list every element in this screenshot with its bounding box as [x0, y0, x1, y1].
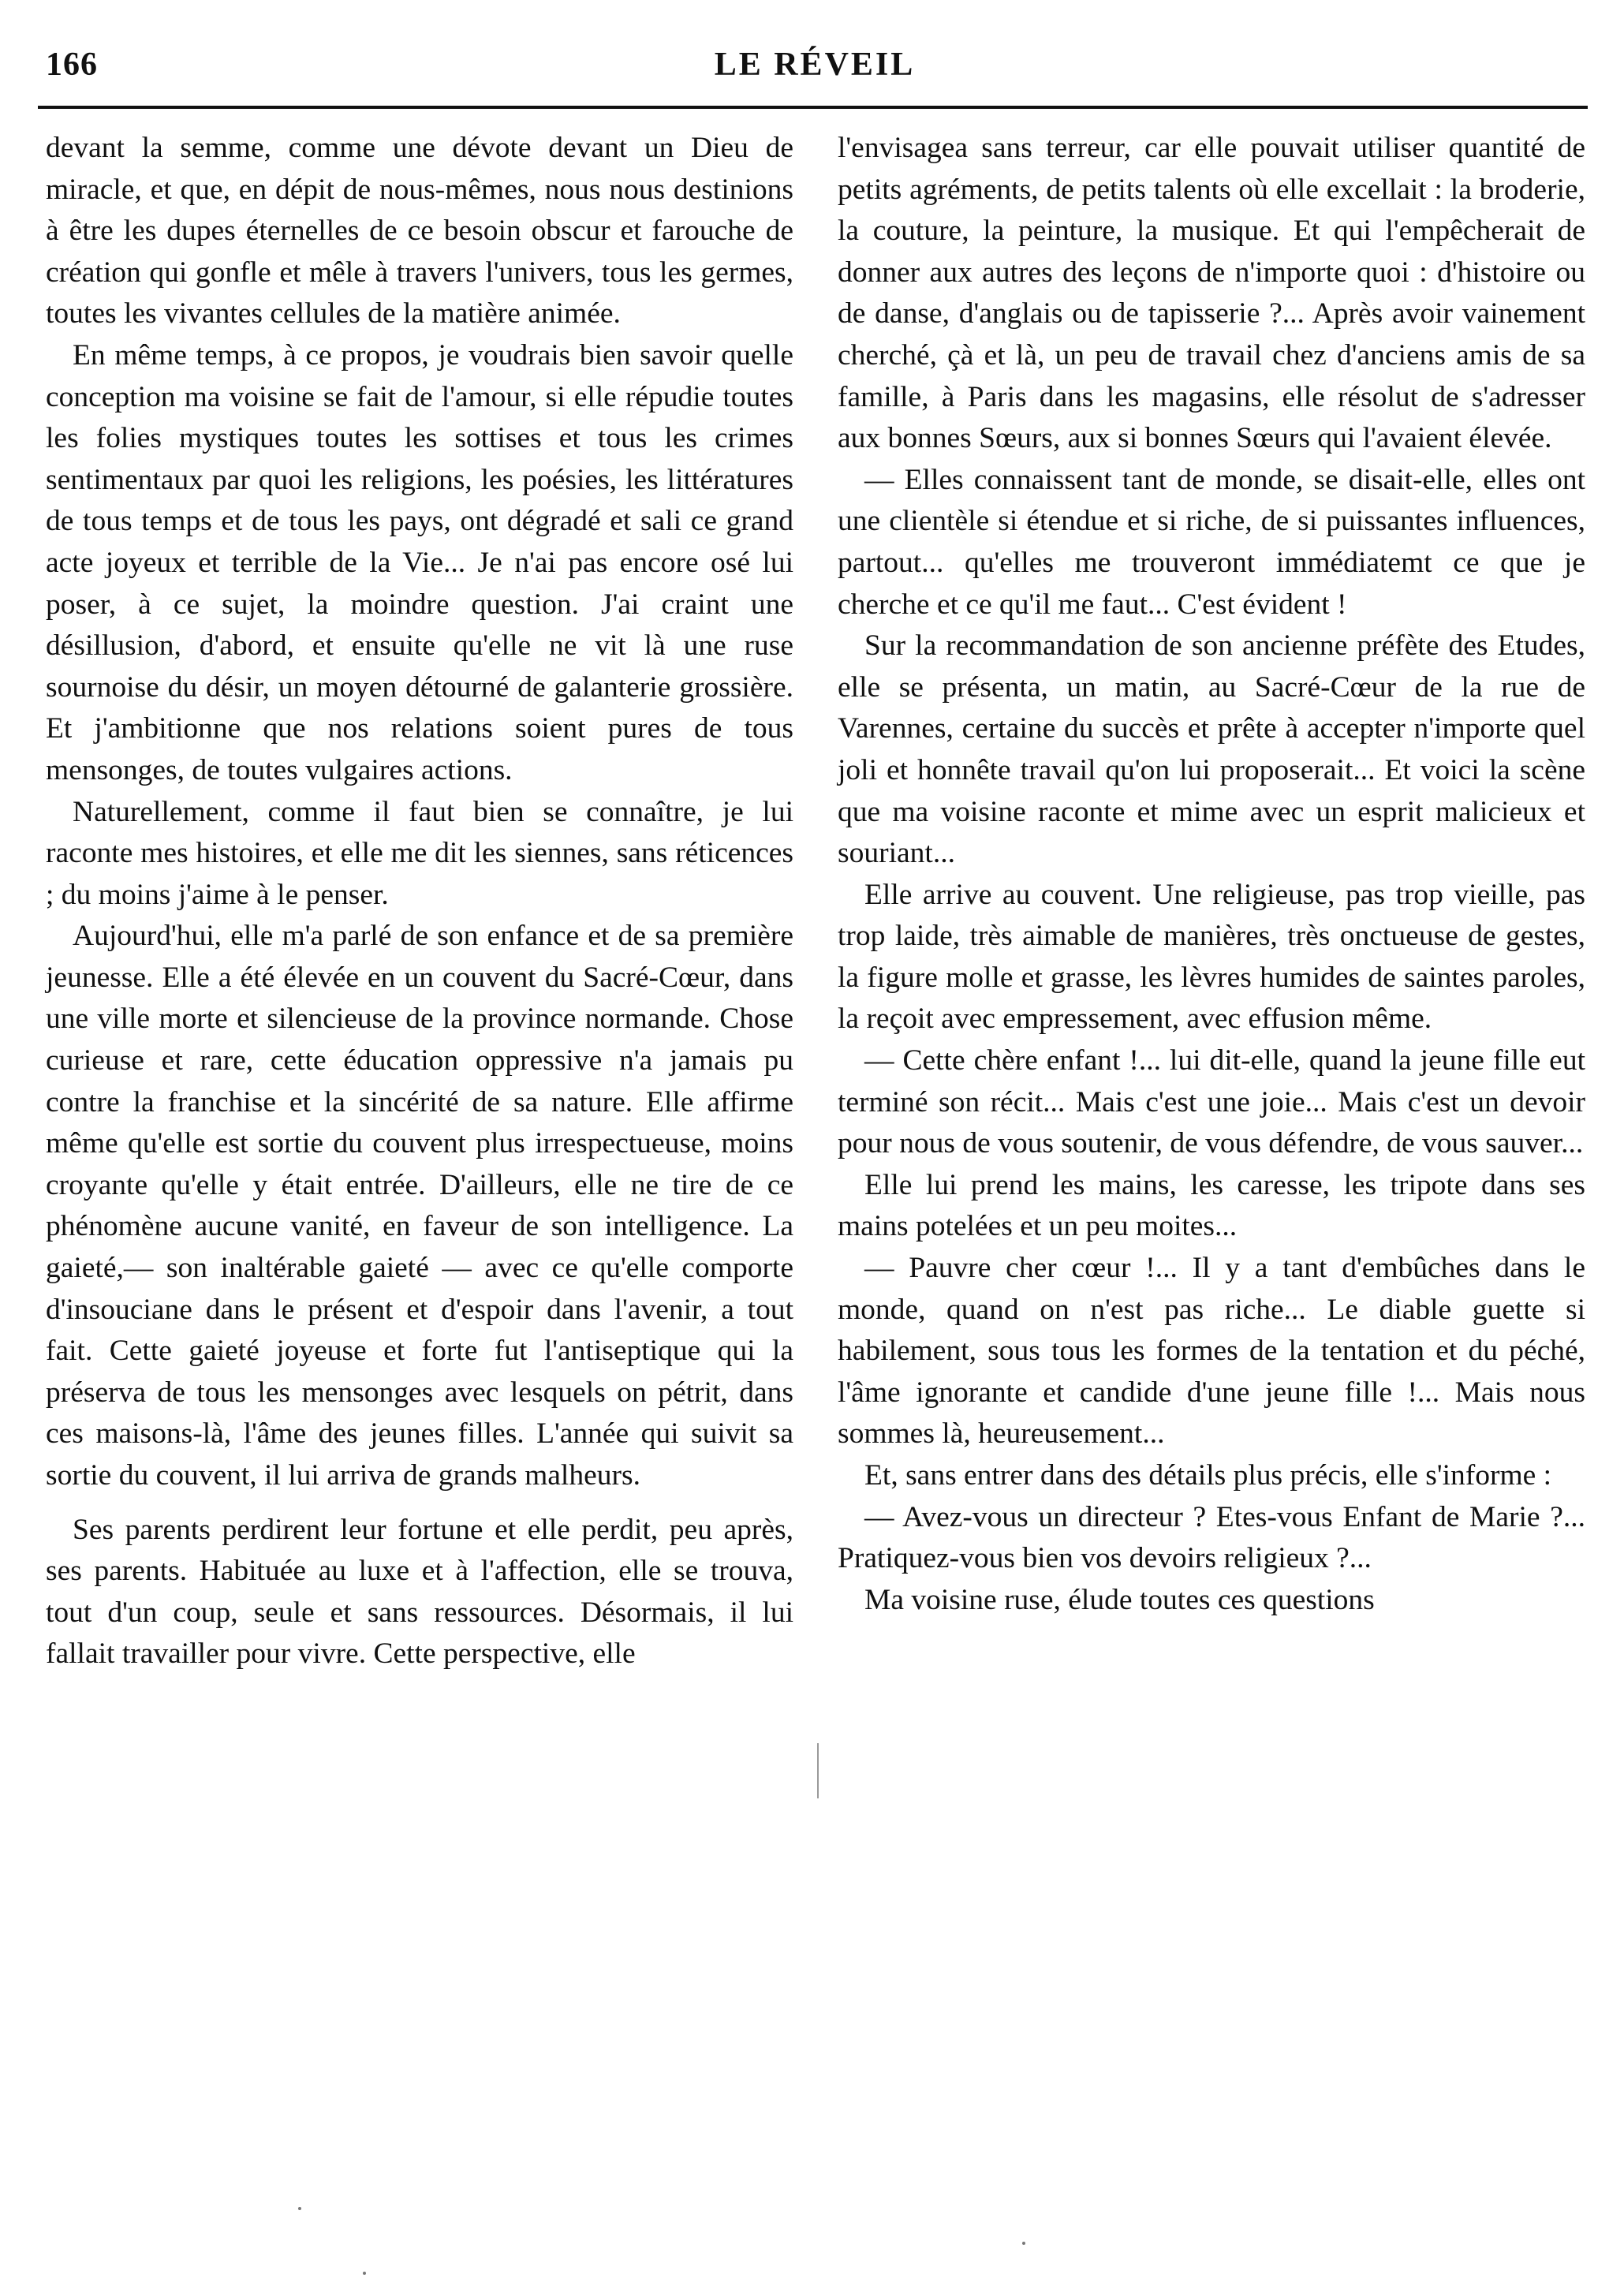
- left-column-paragraph: Naturellement, comme il faut bien se connaître, je lui raconte mes histoires, et elle me dit les siennes, sans réticences ; du moins j'aime à le penser.: [46, 795, 793, 911]
- speck-mark: [1022, 2242, 1025, 2245]
- left-column-paragraph: devant la semme, comme une dévote devant un Dieu de miracle, et que, en dépit de nous-mêmes, nous nous destinions à être les dupes éternelles de ce besoin obscur et farouche de création qui gonfle et mêle à travers l'univers, tous les germes, toutes les vivantes cellules de la matière animée.: [46, 132, 793, 330]
- speck-mark: [363, 2272, 366, 2275]
- page-number: 166: [46, 47, 98, 83]
- left-column-paragraph: Ses parents perdirent leur fortune et elle perdit, peu après, ses parents. Habituée au luxe et à l'affection, elle se trouva, tout d'un coup, seule et sans ressources. Désormais, il lui fallait travailler pour vivre. Cette perspective, elle: [46, 1513, 793, 1671]
- speck-mark: [298, 2207, 301, 2210]
- right-column-paragraph: Et, sans entrer dans des détails plus précis, elle s'informe :: [864, 1459, 1552, 1492]
- right-column-paragraph: Elle lui prend les mains, les caresse, les tripote dans ses mains potelées et un peu moites...: [838, 1168, 1585, 1243]
- left-column-paragraph: Aujourd'hui, elle m'a parlé de son enfance et de sa première jeunesse. Elle a été élevée en un couvent du Sacré-Cœur, dans une ville morte et silencieuse de la province normande. Chose curieuse et rare, cette éducation oppressive n'a jamais pu contre la franchise et la sincérité de sa nature. Elle affirme même qu'elle est sortie du couvent plus irrespectueuse, moins croyante qu'elle y était entrée. D'ailleurs, elle ne tire de ce phénomène aucune vanité, en faveur de son intelligence. La gaieté,— son inaltérable gaieté — avec ce qu'elle comporte d'insouciane dans le présent et d'espoir dans l'avenir, a tout fait. Cette gaieté joyeuse et forte fut l'antiseptique qui la préserva de tous les mensonges avec lesquels on pétrit, dans ces maisons-là, l'âme des jeunes filles. L'année qui suivit sa sortie du couvent, il lui arriva de grands malheurs.: [46, 920, 793, 1492]
- right-column-paragraph: — Cette chère enfant !... lui dit-elle, quand la jeune fille eut terminé son récit... Mais c'est une joie... Mais c'est un devoir pour nous de vous soutenir, de vous défendre, de vous sauver...: [838, 1044, 1585, 1160]
- page-header: [46, 46, 1584, 93]
- right-column-paragraph: Ma voisine ruse, élude toutes ces questions: [864, 1583, 1375, 1616]
- right-column: [838, 128, 1585, 1621]
- left-column-paragraph: En même temps, à ce propos, je voudrais bien savoir quelle conception ma voisine se fait de l'amour, si elle répudie toutes les folies mystiques toutes les sottises et tous les crimes sentimentaux par quoi les religions, les poésies, les littératures de tous temps et de tous les pays, ont dégradé et sali ce grand acte joyeux et terrible de la Vie... Je n'ai pas encore osé lui poser, à ce sujet, la moindre question. J'ai craint une désillusion, d'abord, et ensuite qu'elle ne vit là une ruse sournoise du désir, un moyen détourné de galanterie grossière. Et j'ambitionne que nos relations soient pures de tous mensonges, de toutes vulgaires actions.: [46, 338, 793, 786]
- right-column-paragraph: — Avez-vous un directeur ? Etes-vous Enfant de Marie ?... Pratiquez-vous bien vos devoirs religieux ?...: [838, 1500, 1585, 1575]
- column-divider: [817, 1743, 819, 1798]
- right-column-paragraph: Elle arrive au couvent. Une religieuse, pas trop vieille, pas trop laide, très aimable de manières, très onctueuse de gestes, la figure molle et grasse, les lèvres humides de saintes paroles, la reçoit avec empressement, avec effusion même.: [838, 878, 1585, 1036]
- running-title: LE RÉVEIL: [714, 47, 916, 83]
- right-column-paragraph: — Elles connaissent tant de monde, se disait-elle, elles ont une clientèle si étendue et si riche, de si puissantes influences, partout... qu'elles me trouveront immédiatemt ce que je cherche et ce qu'il me faut... C'est évident !: [838, 463, 1585, 621]
- right-column-paragraph: — Pauvre cher cœur !... Il y a tant d'embûches dans le monde, quand on n'est pas riche... Le diable guette si habilement, sous tous les formes de la tentation et du péché, l'âme ignorante et candide d'une jeune fille !... Mais nous sommes là, heureusement...: [838, 1252, 1585, 1451]
- header-rule: [38, 106, 1588, 109]
- right-column-paragraph: l'envisagea sans terreur, car elle pouvait utiliser quantité de petits agréments, de petits talents où elle excellait : la broderie, la couture, la peinture, la musique. Et qui l'empêcherait de donner aux autres des leçons de n'importe quoi : d'histoire ou de danse, d'anglais ou de tapisserie ?... Après avoir vainement cherché, çà et là, un peu de travail chez d'anciens amis de sa famille, à Paris dans les magasins, elle résolut de s'adresser aux bonnes Sœurs, aux si bonnes Sœurs qui l'avaient élevée.: [838, 132, 1585, 455]
- left-column: [46, 128, 793, 1675]
- right-column-paragraph: Sur la recommandation de son ancienne préfète des Etudes, elle se présenta, un matin, au Sacré-Cœur de la rue de Varennes, certaine du succès et prête à accepter n'importe quel joli et honnête travail qu'on lui proposerait... Et voici la scène que ma voisine raconte et mime avec un esprit malicieux et souriant...: [838, 629, 1585, 870]
